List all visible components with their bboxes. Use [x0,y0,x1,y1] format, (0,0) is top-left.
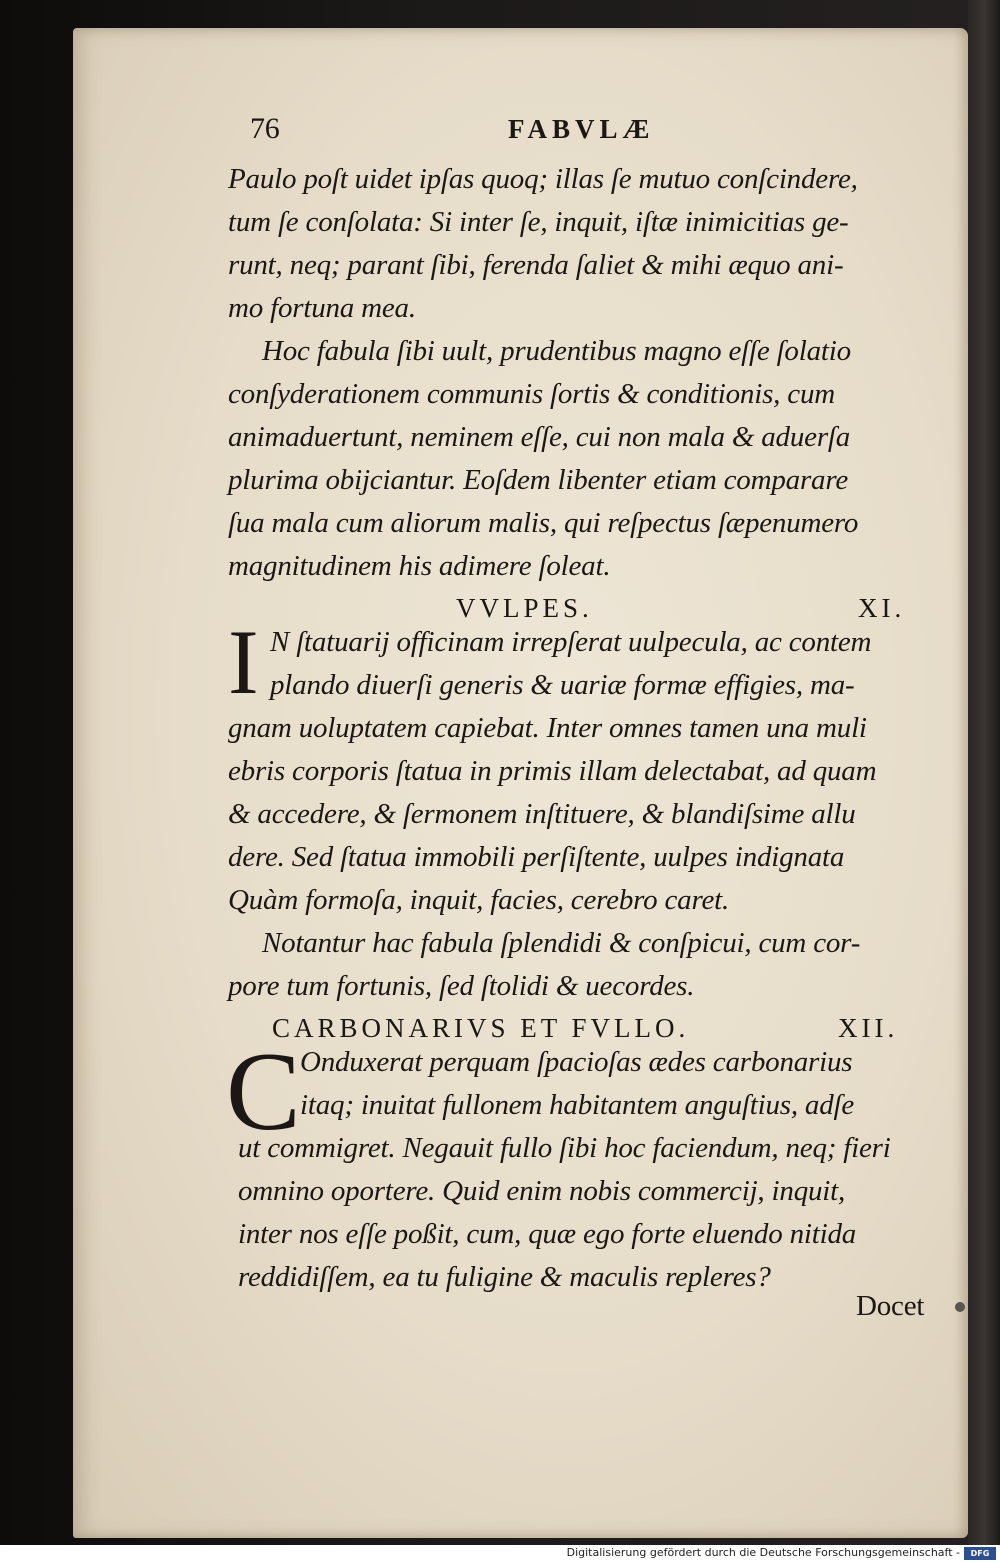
moral-line: Notantur hac fabula ſplendidi & conſpicui, cum cor- [262,927,861,959]
fable-number: XII. [838,1013,899,1043]
moral-line: conſyderationem communis ſortis & conditionis, cum [228,378,835,410]
fable-number: XI. [858,593,906,623]
fable-line: dere. Sed ſtatua immobili perſiſtente, uulpes indignata [228,841,845,873]
fable-line: N ſtatuarij officinam irrepſerat uulpecula, ac contem [270,626,872,658]
catchword: Docet [856,1290,925,1322]
ink-spot [955,1302,965,1312]
fable-line: itaq; inuitat fullonem habitantem anguſtius, adſe [300,1089,855,1121]
fable-line: gnam uoluptatem capiebat. Inter omnes tamen una muli [228,712,867,744]
book-edge [968,0,1000,1545]
fable-line: ut commigret. Negauit fullo ſibi hoc faciendum, neq; fieri [238,1132,891,1164]
drop-cap: I [228,611,259,713]
drop-cap: C [226,1030,301,1154]
running-title: FABVLÆ [508,114,655,144]
fable-line: & accedere, & ſermonem inſtituere, & blandiſsime allu [228,798,856,830]
dfg-logo: DFG [964,1547,996,1560]
page-number: 76 [250,112,280,145]
moral-line: plurima obijciantur. Eoſdem libenter etiam comparare [228,464,849,496]
fable-end-line: Paulo poſt uidet ipſas quoq; illas ſe mutuo conſcindere, [228,163,858,195]
moral-line: animaduertunt, neminem eſſe, cui non mala & aduerſa [228,421,851,453]
fable-end-line: runt, neq; parant ſibi, ferenda ſaliet & mihi æquo ani- [228,249,844,281]
fable-line: ebris corporis ſtatua in primis illam delectabat, ad quam [228,755,877,787]
fable-line: omnino oportere. Quid enim nobis commercij, inquit, [238,1175,846,1207]
fable-end-line: mo fortuna mea. [228,292,416,324]
footer-credit: Digitalisierung gefördert durch die Deutsche Forschungsgemeinschaft - [566,1546,960,1559]
moral-line: ſua mala cum aliorum malis, qui reſpectus ſæpenumero [228,507,859,539]
fable-line: plando diuerſi generis & uariæ formæ effigies, ma- [270,669,855,701]
fable-title: CARBONARIVS ET FVLLO. [272,1013,690,1043]
moral-line: magnitudinem his adimere ſoleat. [228,550,611,582]
fable-title: VVLPES. [456,593,593,623]
moral-line: pore tum fortunis, ſed ſtolidi & uecordes. [228,970,695,1002]
fable-line: reddidiſſem, ea tu fuligine & maculis repleres? [238,1261,771,1293]
fable-line: Quàm formoſa, inquit, facies, cerebro caret. [228,884,730,916]
fable-line: inter nos eſſe poßit, cum, quæ ego forte eluendo nitida [238,1218,857,1250]
fable-end-line: tum ſe conſolata: Si inter ſe, inquit, iſtæ inimicitias ge- [228,206,849,238]
moral-line: Hoc fabula ſibi uult, prudentibus magno eſſe ſolatio [262,335,851,367]
fable-line: Onduxerat perquam ſpacioſas ædes carbonarius [300,1046,853,1078]
